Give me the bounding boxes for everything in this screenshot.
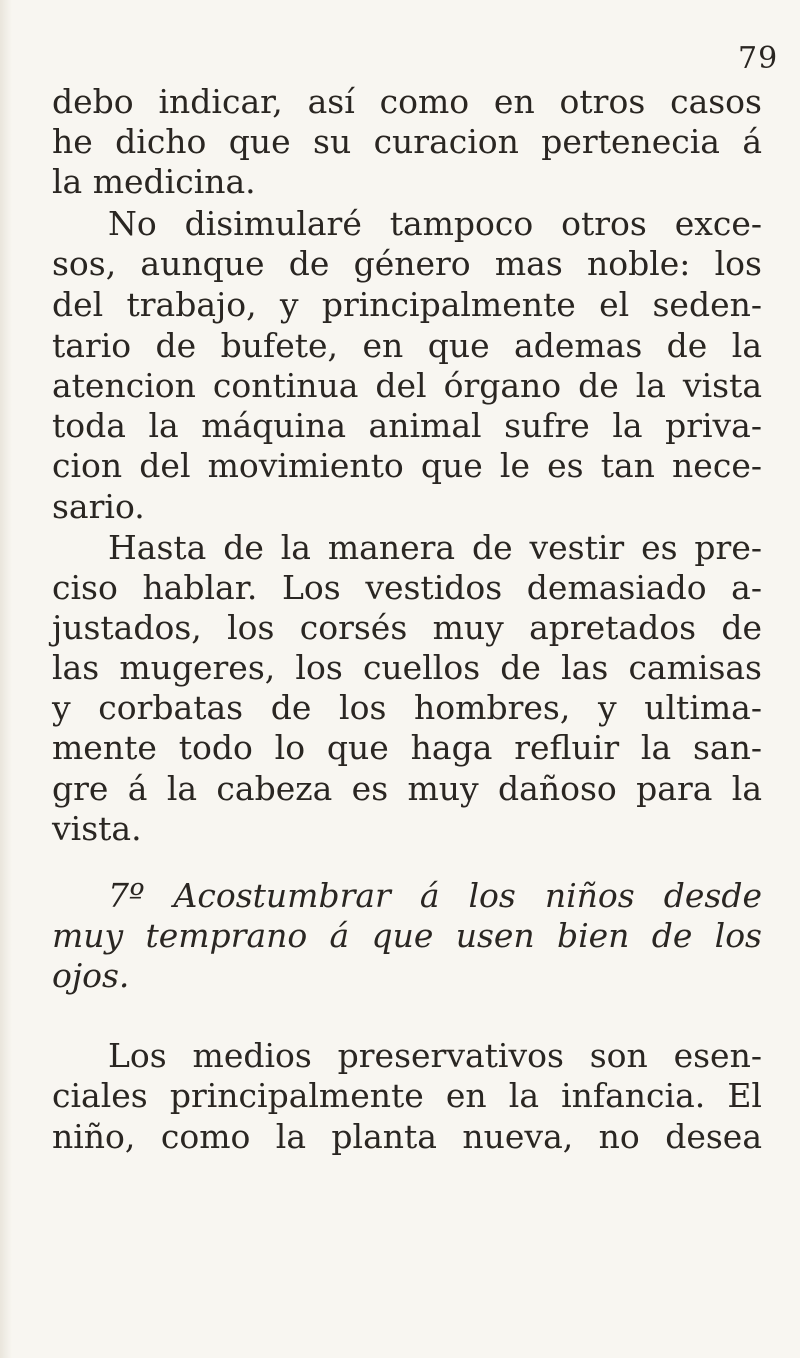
text-line: debo indicar, así como en otros casos — [52, 82, 762, 121]
text-line: y corbatas de los hombres, y ultima- — [52, 688, 762, 727]
section-heading-line: muy temprano á que usen bien de los — [52, 916, 762, 955]
text-line: tario de bufete, en que ademas de la — [52, 326, 762, 365]
text-line: Hasta de la manera de vestir es pre- — [108, 528, 762, 567]
section-heading-line: 7º Acostumbrar á los niños desde — [108, 876, 762, 915]
text-line: la medicina. — [52, 162, 256, 201]
page-edge-shadow — [0, 0, 12, 1358]
text-line: toda la máquina animal sufre la priva- — [52, 406, 762, 445]
text-line: cion del movimiento que le es tan nece- — [52, 446, 762, 485]
text-line: No disimularé tampoco otros exce- — [108, 204, 762, 243]
text-line: sario. — [52, 487, 145, 526]
text-line: mente todo lo que haga refluir la san- — [52, 728, 762, 767]
text-line: atencion continua del órgano de la vista — [52, 366, 762, 405]
page-number: 79 — [738, 41, 779, 76]
text-line: del trabajo, y principalmente el seden- — [52, 285, 762, 324]
text-line: ciales principalmente en la infancia. El — [52, 1076, 762, 1115]
text-line: sos, aunque de género mas noble: los — [52, 244, 762, 283]
text-line: las mugeres, los cuellos de las camisas — [52, 648, 762, 687]
text-line: he dicho que su curacion pertenecia á — [52, 122, 762, 161]
text-line: Los medios preservativos son esen- — [108, 1036, 762, 1075]
section-heading-line: ojos. — [52, 956, 130, 995]
text-line: gre á la cabeza es muy dañoso para la — [52, 769, 762, 808]
text-line: niño, como la planta nueva, no desea — [52, 1117, 762, 1156]
text-line: ciso hablar. Los vestidos demasiado a- — [52, 568, 762, 607]
text-line: justados, los corsés muy apretados de — [52, 608, 762, 647]
text-line: vista. — [52, 809, 142, 848]
